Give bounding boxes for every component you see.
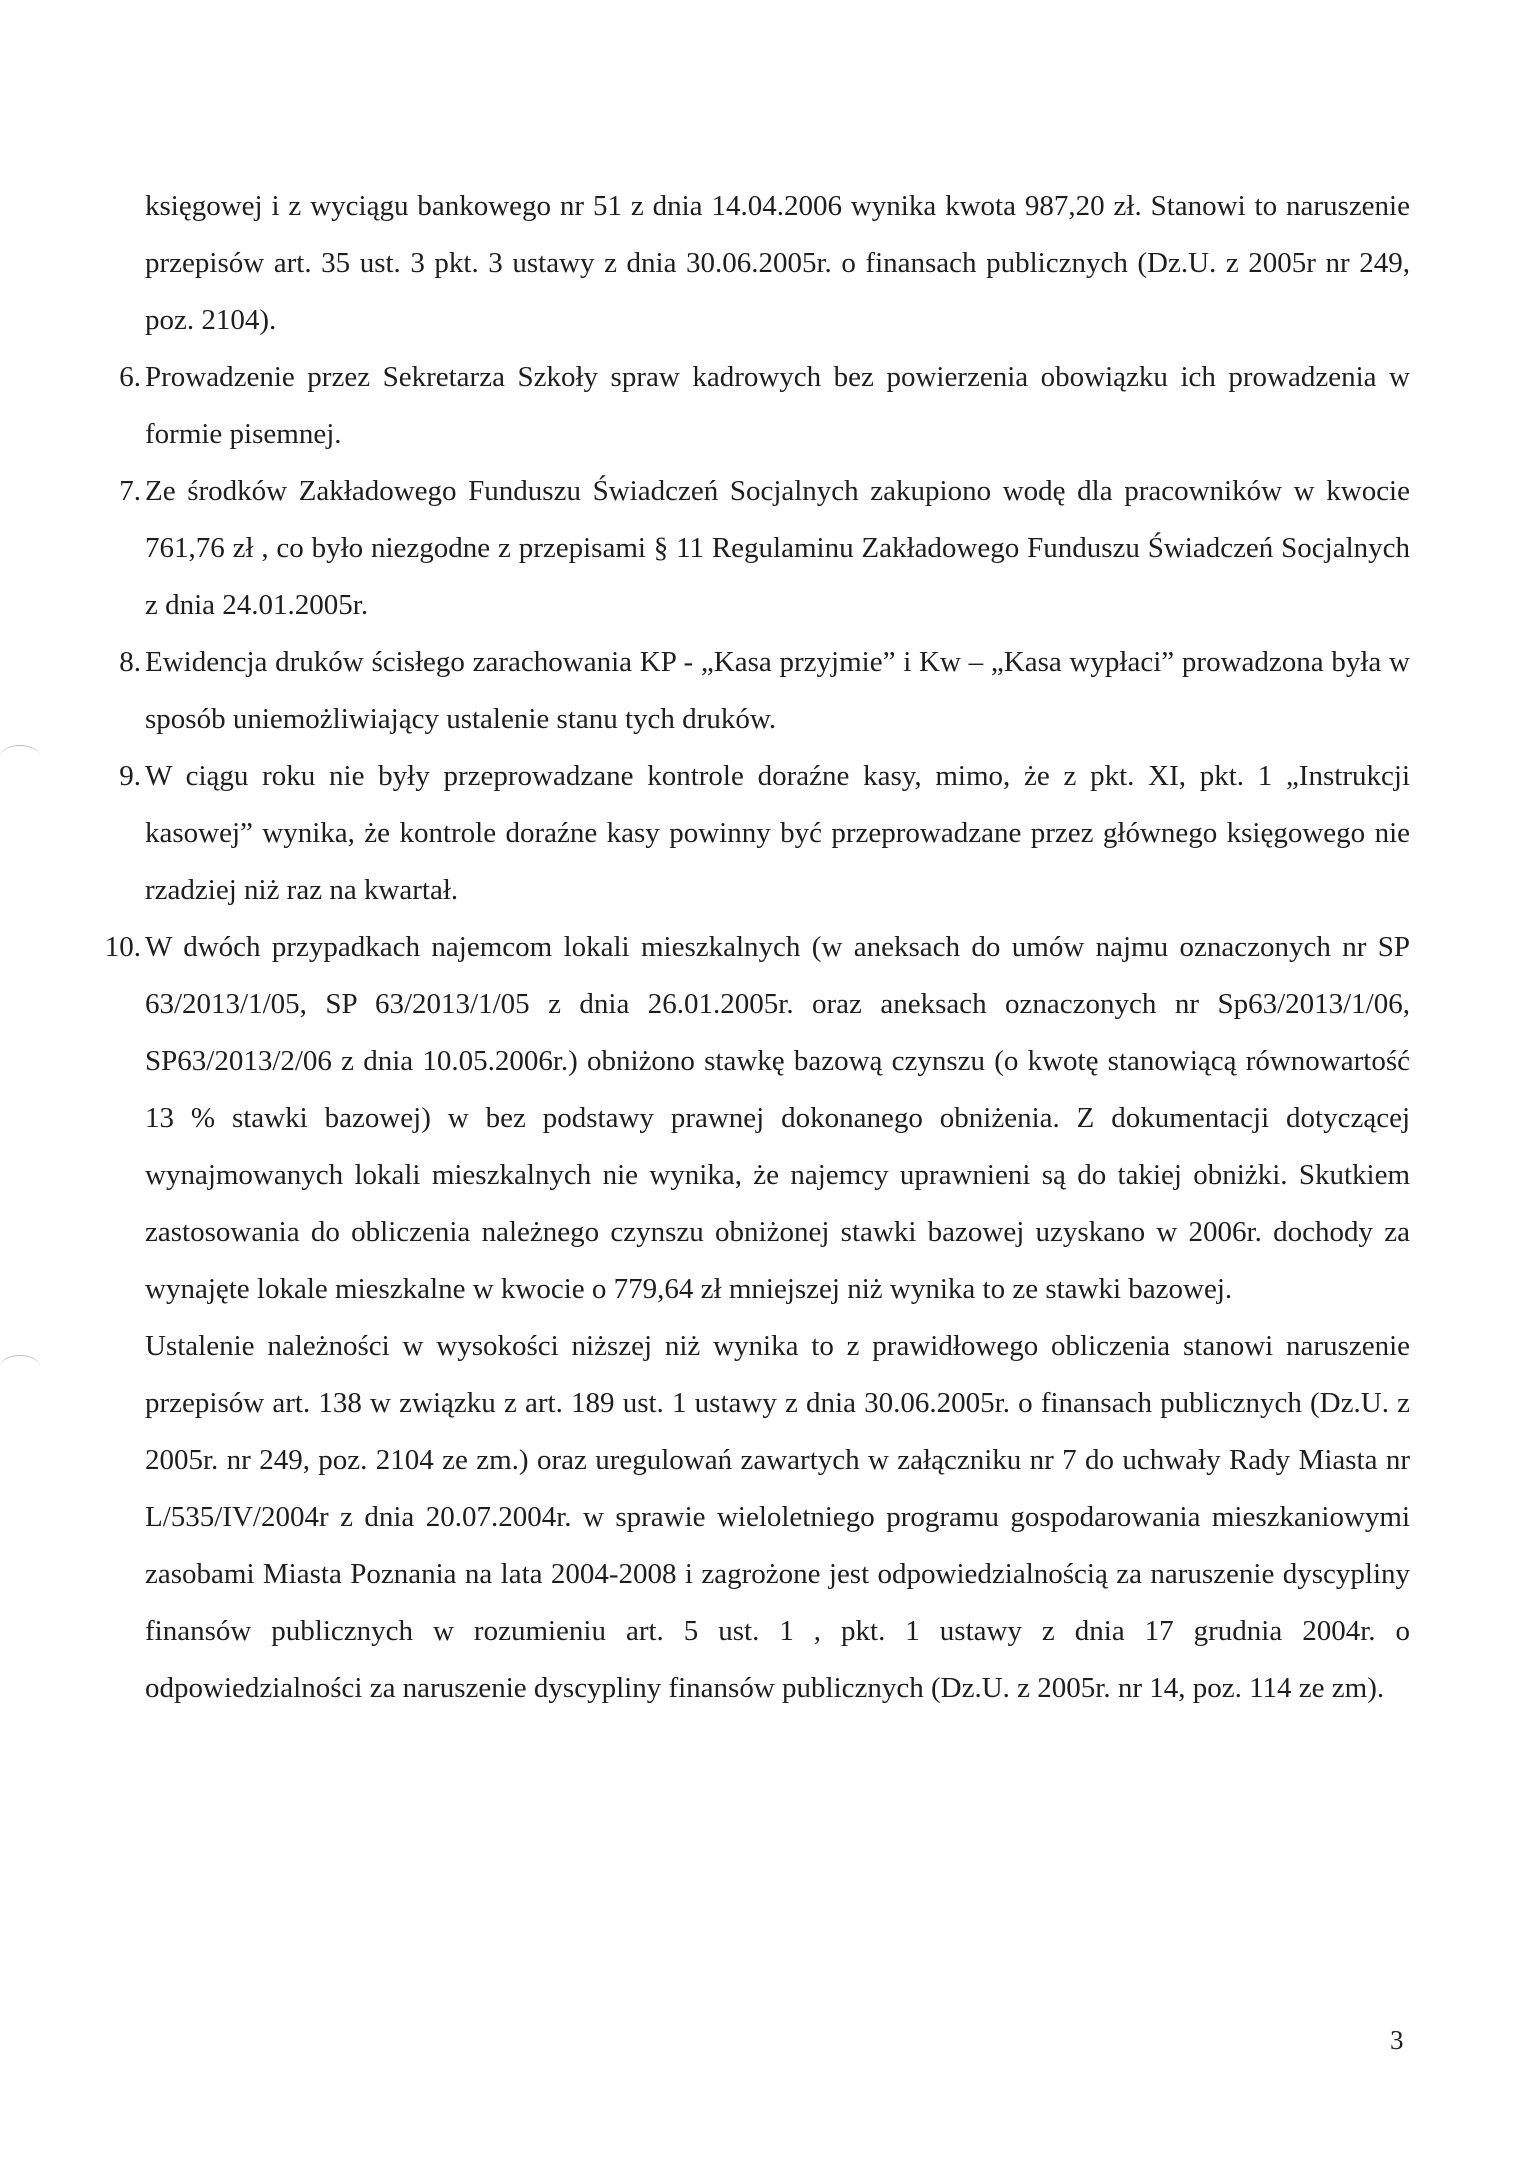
page-number: 3 [1390,2025,1404,2055]
list-item-number: 6. [119,361,141,393]
list-item [119,349,1410,463]
list-item-number: 8. [119,646,141,678]
document-page [104,178,1410,1717]
list-item-number: 9. [119,760,141,792]
continuation-paragraph: Ustalenie należności w wysokości niższej niż wynika to z prawidłowego obliczenia stanowi naruszenie przepisów art. 138 w związku z art. 189 ust. 1 ustawy z dnia 30.06.2005r. o finansach publicznych (Dz.U. z 2005r. nr 249, poz. 2104 ze zm.) oraz uregulowań zawartych w załączniku nr 7 do uchwały Rady Miasta nr L/535/IV/2004r z dnia 20.07.2004r. w sprawie wieloletniego programu gospodarowania mieszkaniowymi zasobami Miasta Poznania na lata 2004-2008 i zagrożone jest odpowiedzialnością za naruszenie dyscypliny finansów publicznych w rozumieniu art. 5 ust. 1 , pkt. 1 ustawy z dnia 17 grudnia 2004r. o odpowiedzialności za naruszenie dyscypliny finansów publicznych (Dz.U. z 2005r. nr 14, poz. 114 ze zm). [145,1330,1410,1704]
list-item [119,463,1410,634]
list-item-number: 7. [119,475,141,507]
intro-paragraph: księgowej i z wyciągu bankowego nr 51 z dnia 14.04.2006 wynika kwota 987,20 zł. Stanowi to naruszenie przepisów art. 35 ust. 3 pkt. 3 ustawy z dnia 30.06.2005r. o finansach publicznych (Dz.U. z 2005r nr 249, poz. 2104). [145,190,1410,336]
list-item-text: Ze środków Zakładowego Funduszu Świadczeń Socjalnych zakupiono wodę dla pracowników w kwocie 761,76 zł , co było niezgodne z przepisami § 11 Regulaminu Zakładowego Funduszu Świadczeń Socjalnych z dnia 24.01.2005r. [145,475,1410,621]
list-item-text: Ewidencja druków ścisłego zarachowania KP - „Kasa przyjmie” i Kw – „Kasa wypłaci” prowadzona była w sposób uniemożliwiający ustalenie stanu tych druków. [145,646,1410,735]
list-item-text: W ciągu roku nie były przeprowadzane kontrole doraźne kasy, mimo, że z pkt. XI, pkt. 1 „Instrukcji kasowej” wynika, że kontrole doraźne kasy powinny być przeprowadzane przez głównego księgowego nie rzadziej niż raz na kwartał. [145,760,1410,906]
list-item [104,919,1410,1318]
list-item [119,634,1410,748]
scan-artifact-mark [0,1355,40,1378]
list-item-text: Prowadzenie przez Sekretarza Szkoły spraw kadrowych bez powierzenia obowiązku ich prowadzenia w formie pisemnej. [145,361,1410,450]
list-item-text: W dwóch przypadkach najemcom lokali mieszkalnych (w aneksach do umów najmu oznaczonych nr SP 63/2013/1/05, SP 63/2013/1/05 z dnia 26.01.2005r. oraz aneksach oznaczonych nr Sp63/2013/1/06, SP63/2013/2/06 z dnia 10.05.2006r.) obniżono stawkę bazową czynszu (o kwotę stanowiącą równowartość 13 % stawki bazowej) w bez podstawy prawnej dokonanego obniżenia. Z dokumentacji dotyczącej wynajmowanych lokali mieszkalnych nie wynika, że najemcy uprawnieni są do takiej obniżki. Skutkiem zastosowania do obliczenia należnego czynszu obniżonej stawki bazowej uzyskano w 2006r. dochody za wynajęte lokale mieszkalne w kwocie o 779,64 zł mniejszej niż wynika to ze stawki bazowej. [145,931,1410,1305]
list-item-number: 10. [104,931,141,963]
list-item [119,748,1410,919]
scan-artifact-mark [0,745,40,768]
